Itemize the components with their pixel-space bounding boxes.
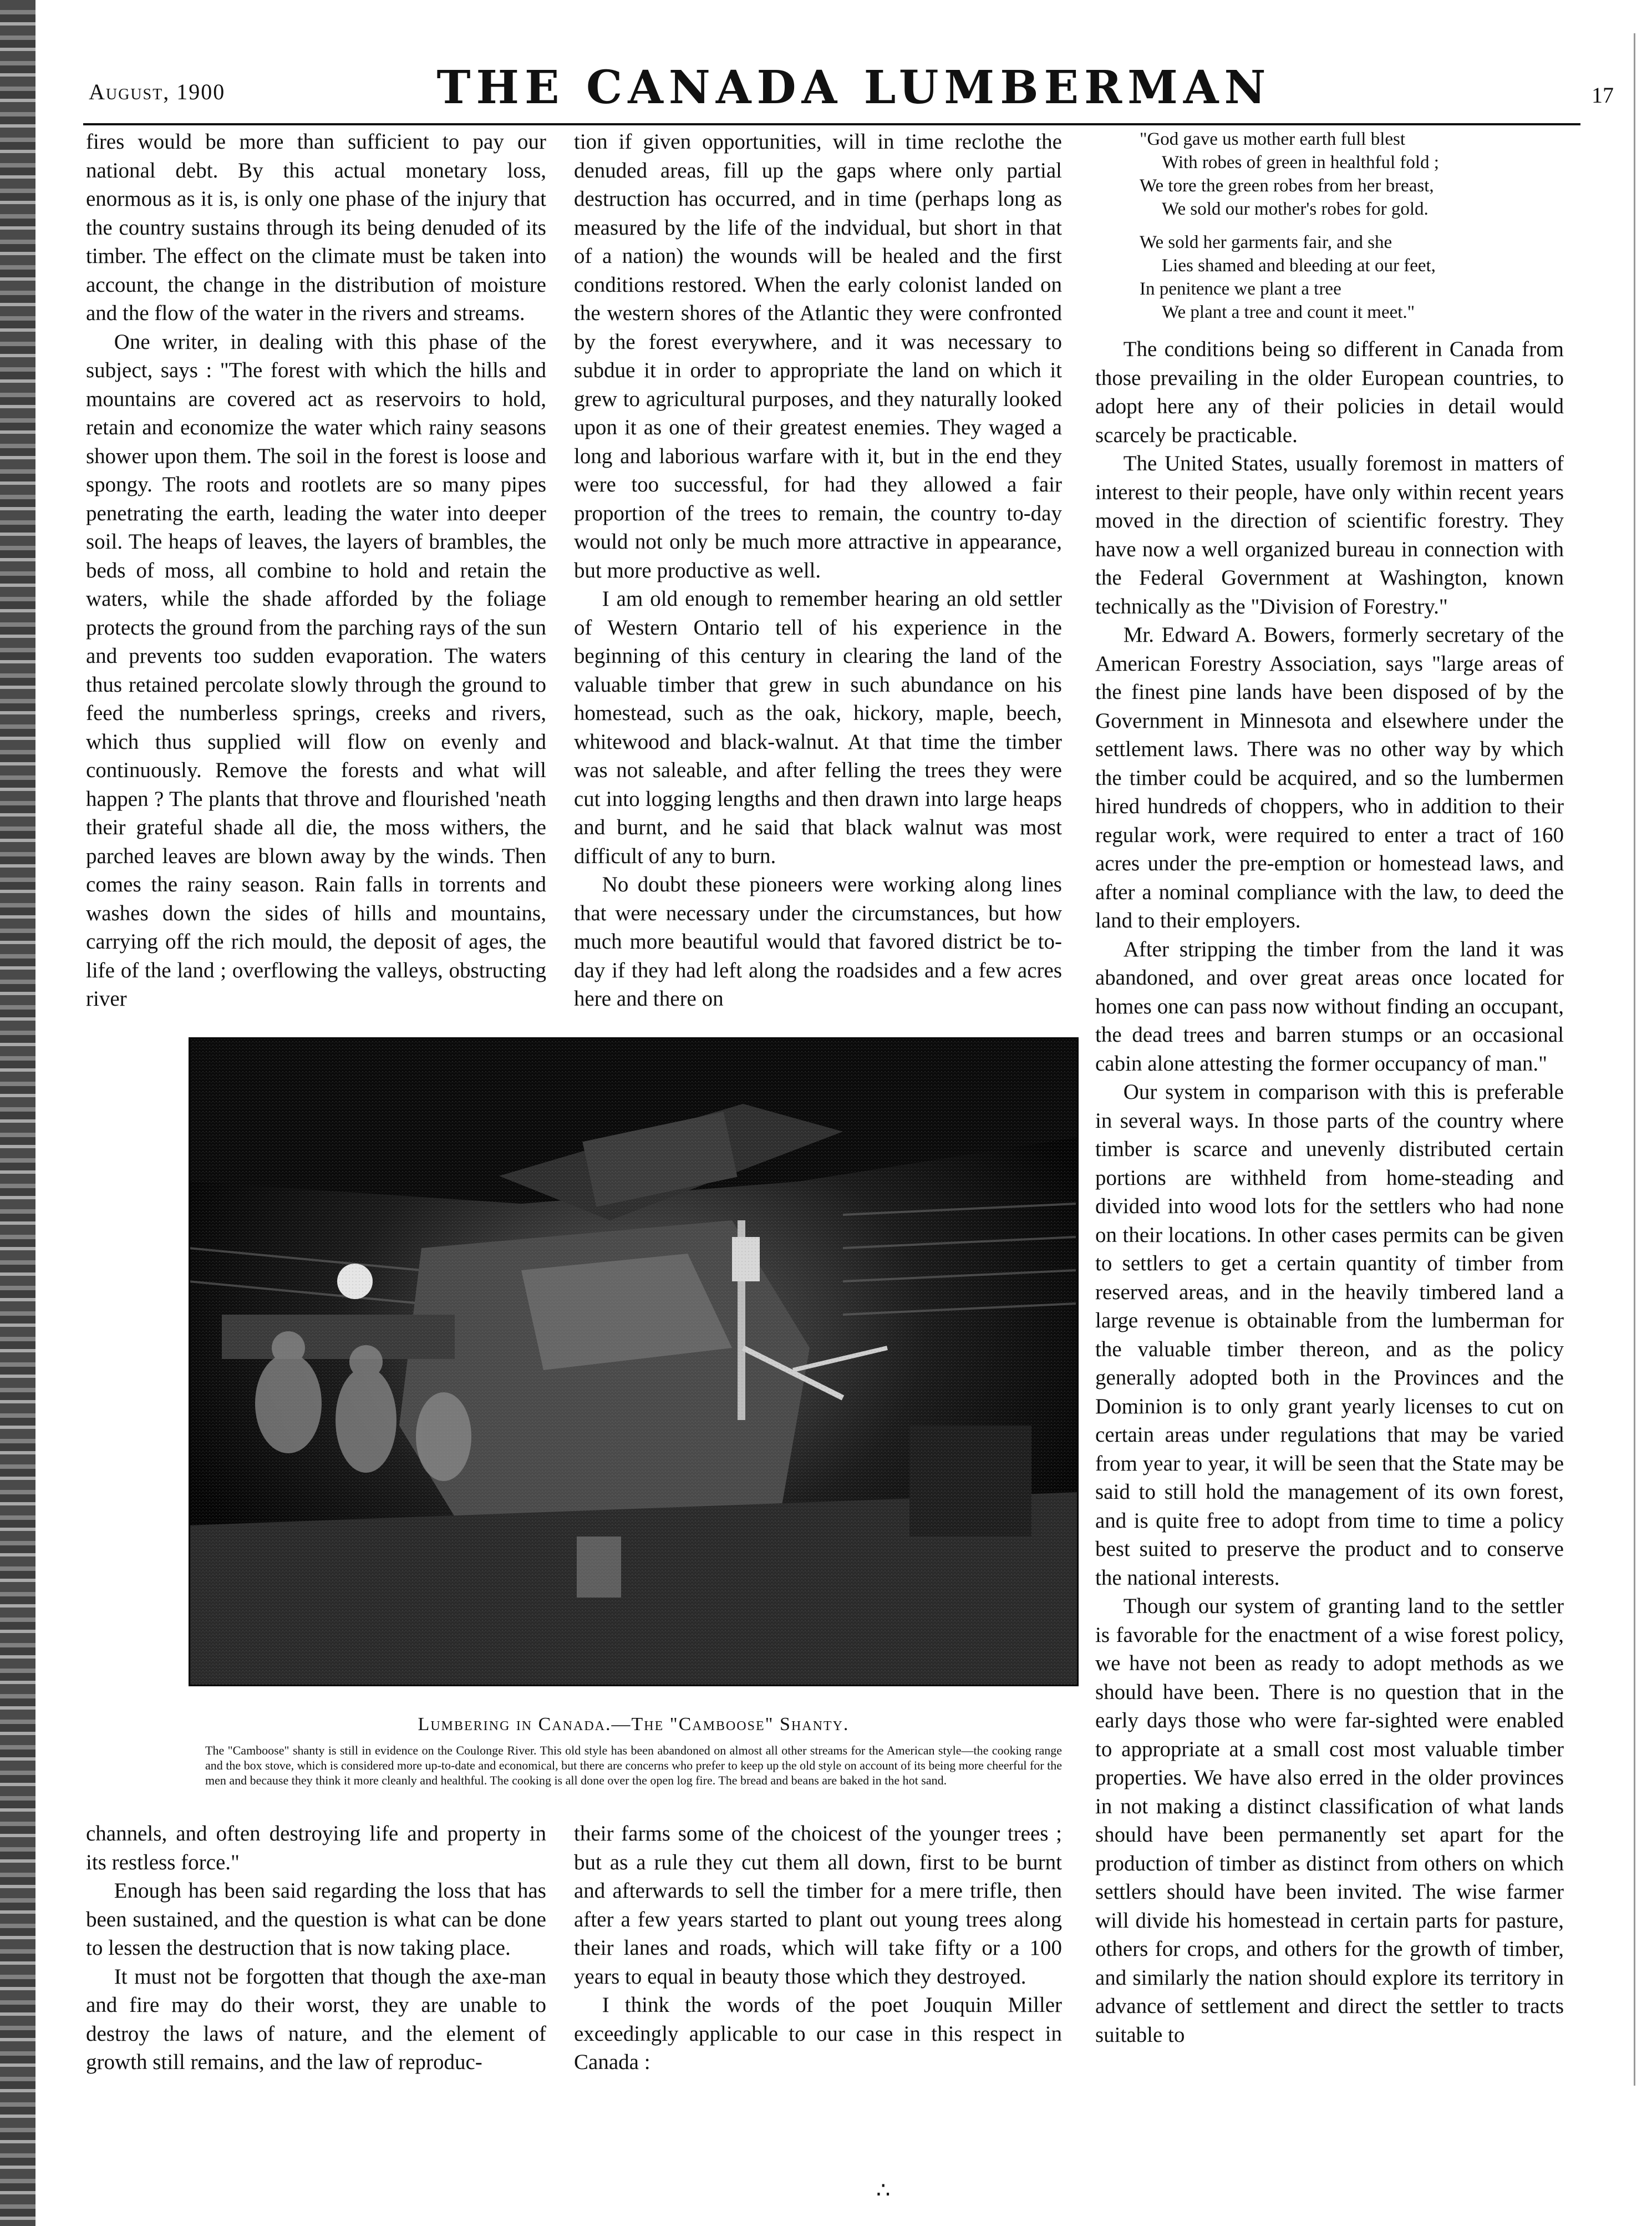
page-header — [83, 61, 1625, 122]
poem-line: "God gave us mother earth full blest — [1140, 129, 1406, 149]
poem-line: We plant a tree and count it meet." — [1162, 302, 1415, 322]
poem-line: We sold her garments fair, and she — [1140, 232, 1392, 252]
page-binding-edge — [0, 0, 35, 2226]
paragraph: Enough has been said regarding the loss that has been sustained, and the question is what can be done to lessen the destruction that is now taking place. — [86, 1879, 546, 1960]
poem-line: We tore the green robes from her breast, — [1140, 176, 1434, 196]
column-3 — [1095, 128, 1564, 2049]
poem-line: With robes of green in healthful fold ; — [1162, 153, 1439, 173]
paragraph: Though our system of granting land to the settler is favorable for the enactment of a wise forest policy, we have not been as ready to adopt methods as we should have been. There is no question that in the early days those who were far-sighted were enabled to appropriate at a small cost most valuable timber properties. We have also erred in the older provinces in not making a distinct classification of what lands should have been permanently set apart for the production of timber as distinct from others on which settlers should have been invited. The wise farmer will divide his homestead in certain parts for pasture, others for crops, and others for the growth of timber, and similarly the nation should explore its territory in advance of settlement and direct the settler to tracts suitable to — [1095, 1594, 1564, 2047]
camboose-shanty-photo — [189, 1037, 1079, 1686]
poem-line: We sold our mother's robes for gold. — [1162, 199, 1429, 219]
column-2-upper — [574, 128, 1062, 1013]
paragraph: their farms some of the choicest of the younger trees ; but as a rule they cut them all down, first to be burnt and afterwards to sell the timber for a mere trifle, then after a few years started to plant out young trees along their lanes and roads, which will take fifty or a 100 years to equal in beauty those which they destroyed. — [574, 1822, 1062, 1989]
paragraph: tion if given opportunities, will in time reclothe the denuded areas, fill up the gaps where only partial destruction has occurred, and in time (perhaps long as measured by the life of the indvidual, but short in that of a nation) the wounds will be healed and the first conditions restored. When the early colonist landed on the western shores of the Atlantic they were confronted by the forest everywhere, and it was necessary to subdue it in order to appropriate the land on which it grew to agricultural purposes, and they naturally looked upon it as one of their greatest enemies. They waged a long and laborious warfare with it, but in the end they were too successful, for had they allowed a fair proportion of the trees to remain, the country to-day would not only be much more attractive in appearance, but more productive as well. — [574, 130, 1062, 582]
paragraph: fires would be more than sufficient to pay our national debt. By this actual monetary loss, enormous as it is, is only one phase of the injury that the country sustains through its being denuded of its timber. The effect on the climate must be taken into account, the change in the distribution of moisture and the flow of the water in the rivers and streams. — [86, 130, 546, 325]
header-rule — [83, 123, 1580, 125]
issue-date: August, 1900 — [89, 79, 226, 104]
poem-line: Lies shamed and bleeding at our feet, — [1162, 256, 1436, 276]
photo-grain — [189, 1037, 1079, 1686]
paragraph: No doubt these pioneers were working along lines that were necessary under the circumstances, but how much more beautiful would that favored district be to-day if they had left along the roadsides and a few acres here and there on — [574, 873, 1062, 1011]
figure-caption — [183, 1714, 1084, 1788]
masthead-title: THE CANADA LUMBERMAN — [436, 61, 1272, 114]
paragraph: I am old enough to remember hearing an old settler of Western Ontario tell of his experience in the beginning of this century in clearing the land of the valuable timber that grew in such abundance on his homestead, such as the oak, hickory, maple, beech, whitewood and black-walnut. At that time the timber was not saleable, and after felling the trees they were cut into logging lengths and then drawn into large heaps and burnt, and he said that black walnut was most difficult of any to burn. — [574, 587, 1062, 868]
poem-quote — [1140, 128, 1564, 324]
paragraph: The United States, usually foremost in matters of interest to their people, have only within recent years moved in the direction of scientific forestry. They have now a well organized bureau in connection with the Federal Government at Washington, known technically as the "Division of Forestry." — [1095, 452, 1564, 618]
column-1-lower — [86, 1819, 546, 2077]
poem-line: In penitence we plant a tree — [1140, 279, 1341, 299]
poem-stanza — [1140, 128, 1564, 221]
paragraph: After stripping the timber from the land it was abandoned, and over great areas once located for homes one can pass now without finding an occupant, the dead trees and barren stumps or an occasional cabin alone attesting the former occupancy of man." — [1095, 937, 1564, 1076]
paragraph: I think the words of the poet Jouquin Miller exceedingly applicable to our case in this respect in Canada : — [574, 1993, 1062, 2074]
figure-title: Lumbering in Canada.—The "Camboose" Shanty. — [418, 1714, 850, 1735]
right-margin-rule — [1634, 33, 1635, 2086]
paragraph: It must not be forgotten that though the axe-man and fire may do their worst, they are unable to destroy the laws of nature, and the element of growth still remains, and the law of reproduc- — [86, 1964, 546, 2074]
footer-mark: ∴ — [876, 2178, 891, 2203]
figure-caption-text: The "Camboose" shanty is still in evidence on the Coulonge River. This old style has been abandoned on almost all other streams for the American style—the cooking range and the box stove, which is considered more up-to-date and economical, but there are concerns who prefer to keep up the old style on account of its being more cheerful for the men and because they think it more cleanly and healthful. The cooking is all done over the open log fire. The bread and beans are baked in the hot sand. — [205, 1743, 1062, 1787]
page-number: 17 — [1592, 83, 1614, 108]
paragraph: channels, and often destroying life and property in its restless force." — [86, 1822, 546, 1874]
poem-stanza — [1140, 231, 1564, 324]
column-2-lower — [574, 1819, 1062, 2077]
paragraph: The conditions being so different in Canada from those prevailing in the older European countries, to adopt here any of their policies in detail would scarcely be practicable. — [1095, 337, 1564, 447]
column-1-upper — [86, 128, 546, 1013]
paragraph: One writer, in dealing with this phase of the subject, says : "The forest with which the hills and mountains are covered act as reservoirs to hold, retain and economize the water which rainy seasons shower upon them. The soil in the forest is loose and spongy. The roots and rootlets are so many pipes penetrating the earth, leading the water into deeper soil. The heaps of leaves, the layers of brambles, the beds of moss, all combine to hold and retain the waters, while the shade afforded by the foliage protects the ground from the parching rays of the sun and prevents too sudden evaporation. The waters thus retained percolate slowly through the ground to feed the numberless springs, creeks and rivers, which thus supplied will flow on evenly and continuously. Remove the forests and what will happen ? The plants that throve and flourished 'neath their grateful shade all die, the moss withers, the parched leaves are blown away by the winds. Then comes the rainy season. Rain falls in torrents and washes down the sides of hills and mountains, carrying off the rich mould, the deposit of ages, the life of the land ; overflowing the valleys, obstructing river — [86, 329, 546, 1011]
paragraph: Our system in comparison with this is preferable in several ways. In those parts of the country where timber is scarce and unevenly distributed certain portions are withheld from home-steading and divided into wood lots for the settlers who had none on their locations. In other cases permits can be given to settlers to get a certain quantity of timber from reserved areas, and in the heavily timbered land a large revenue is obtainable from the lumberman for the valuable timber thereon, and as the policy generally adopted both in the Provinces and the Dominion is to only grant yearly licenses to cut on certain areas under regulations that may be varied from year to year, it will be seen that the State may be said to still hold the management of its own forest, and is quite free to adopt from time to time a policy best suited to preserve the product and to conserve the national interests. — [1095, 1080, 1564, 1590]
paragraph: Mr. Edward A. Bowers, formerly secretary of the American Forestry Association, says "large areas of the finest pine lands have been disposed of by the Government in Minnesota and elsewhere under the settlement laws. There was no other way by which the timber could be acquired, and so the lumbermen hired hundreds of choppers, who in addition to their regular work, were required to enter a tract of 160 acres under the pre-emption or homestead laws, and after a nominal compliance with the law, to deed the land to their employers. — [1095, 623, 1564, 932]
